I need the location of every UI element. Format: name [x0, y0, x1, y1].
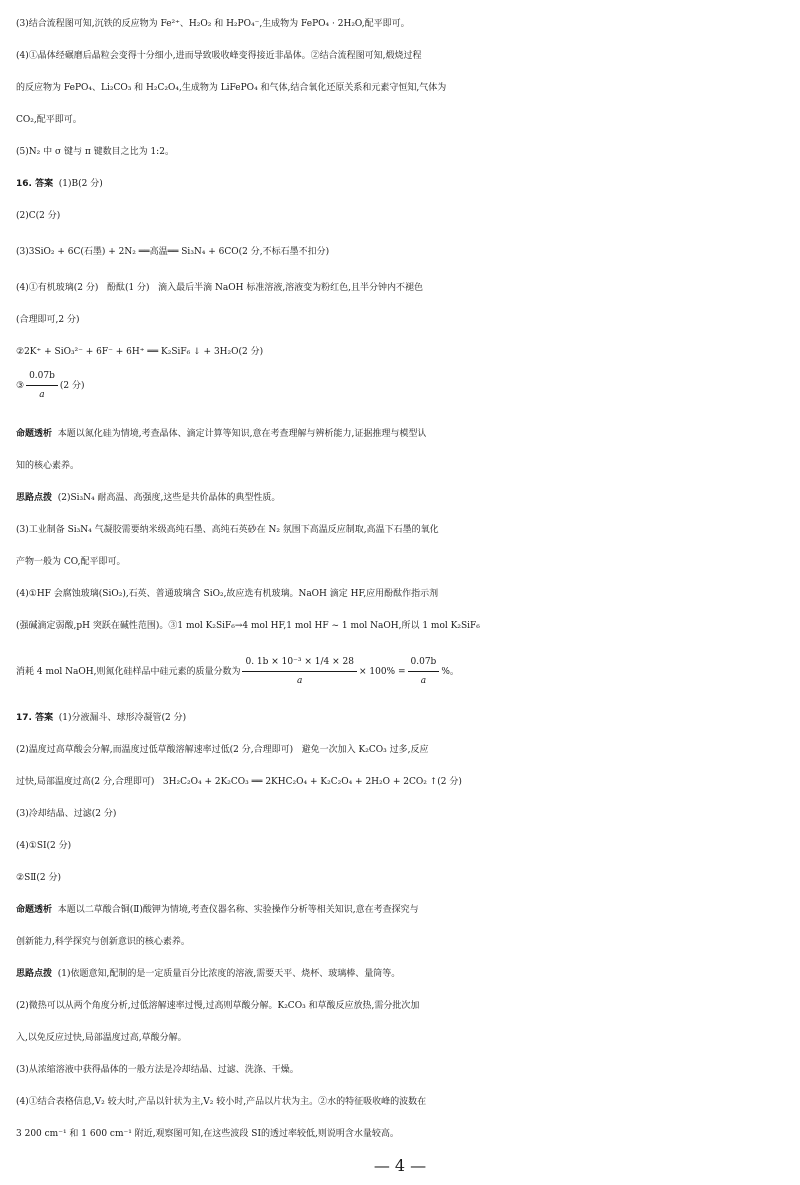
equation-line: (3)3SiO₂ + 6C(石墨) + 2N₂ ══高温══ Si₃N₄ + 6CO(2 分,不标石墨不扣分) [16, 247, 330, 257]
answer-header-16: 16. 答案 (1)B(2 分) [16, 179, 103, 189]
analysis-line: 命题透析 本题以二草酸合铜(Ⅱ)酸钾为情境,考查仪器名称、实验操作分析等相关知识,意在考查探究与 [16, 905, 419, 915]
analysis-label: 命题透析 [16, 905, 53, 915]
text-line: (4)①SⅠ(2 分) [16, 841, 72, 851]
text-line: ②SⅡ(2 分) [16, 873, 61, 883]
text-line: (3)工业制备 Si₃N₄ 气凝胶需要纳米级高纯石墨、高纯石英砂在 N₂ 氛围下高温反应制取,高温下石墨的氧化 [16, 525, 439, 535]
fraction: $\frac{\text{0. 1b × 10⁻³ × 1/4 × 28}}{a}$ [242, 653, 356, 690]
text-line: 3 200 cm⁻¹ 和 1 600 cm⁻¹ 附近,观察图可知,在这些波段 SⅠ的透过率较低,则说明含水量较高。 [16, 1129, 399, 1139]
text-line: (2)微热可以从两个角度分析,过低溶解速率过慢,过高则草酸分解。K₂CO₃ 和草酸反应放热,需分批次加 [16, 1001, 420, 1011]
text-line: (3)结合流程图可知,沉铁的反应物为 Fe²⁺、H₂O₂ 和 H₂PO₄⁻,生成物为 FePO₄ · 2H₂O,配平即可。 [16, 19, 410, 29]
text-line: 入,以免反应过快,局部温度过高,草酸分解。 [16, 1033, 187, 1043]
text-line: (2)温度过高草酸会分解,而温度过低草酸溶解速率过低(2 分,合理即可) 避免一次加入 K₂CO₃ 过多,反应 [16, 745, 429, 755]
fraction: $\frac{0.07b}{a}$ [26, 367, 58, 404]
text-line: (4)①有机玻璃(2 分) 酚酞(1 分) 滴入最后半滴 NaOH 标准溶液,溶液变为粉红色,且半分钟内不褪色 [16, 283, 424, 293]
text-line: (4)①HF 会腐蚀玻璃(SiO₂),石英、普通玻璃含 SiO₂,故应选有机玻璃。NaOH 滴定 HF,应用酚酞作指示剂 [16, 589, 439, 599]
hint-line: 思路点拨 (1)依题意知,配制的是一定质量百分比浓度的溶液,需要天平、烧杯、玻璃棒、量筒等。 [16, 969, 401, 979]
equation-line: ②2K⁺ + SiO₃²⁻ + 6F⁻ + 6H⁺ ══ K₂SiF₆ ↓ + 3H₂O(2 分) [16, 347, 264, 357]
page-number: — 4 — [373, 1156, 427, 1175]
answer-header-17: 17. 答案 (1)分液漏斗、球形冷凝管(2 分) [16, 713, 187, 723]
fraction-line: 消耗 4 mol NaOH,则氮化硅样品中硅元素的质量分数为 $\frac{\text{0. 1b × 10⁻³ × 1/4 × 28}}{a}$ × 100% = $\frac{0.07b}{a}$ %。 [16, 650, 800, 694]
text-line: (4)①结合表格信息,V₂ 较大时,产品以针状为主,V₂ 较小时,产品以片状为主。②水的特征吸收峰的波数在 [16, 1097, 427, 1107]
text-line: (3)从浓缩溶液中获得晶体的一般方法是冷却结晶、过滤、洗涤、干燥。 [16, 1065, 299, 1075]
text-line: 知的核心素养。 [16, 461, 80, 471]
text-line: (合理即可,2 分) [16, 315, 80, 325]
analysis-line: 命题透析 本题以氮化硅为情境,考查晶体、滴定计算等知识,意在考查理解与辨析能力,证据推理与模型认 [16, 429, 427, 439]
text-line: (2)C(2 分) [16, 211, 61, 221]
text-line: 创新能力,科学探究与创新意识的核心素养。 [16, 937, 190, 947]
answer-label: 16. 答案 [16, 179, 54, 189]
hint-label: 思路点拨 [16, 969, 53, 979]
answer-label: 17. 答案 [16, 713, 54, 723]
text-line: (4)①晶体经碾磨后晶粒会变得十分细小,进而导致吸收峰变得接近非晶体。②结合流程图可知,煅烧过程 [16, 51, 422, 61]
fraction: $\frac{0.07b}{a}$ [408, 653, 440, 690]
fraction-line: ③ $\frac{0.07b}{a}$ (2 分) [16, 366, 800, 406]
text-line: (5)N₂ 中 σ 键与 π 键数目之比为 1:2。 [16, 147, 174, 157]
hint-label: 思路点拨 [16, 493, 53, 503]
equation-line: 过快,局部温度过高(2 分,合理即可) 3H₂C₂O₄ + 2K₂CO₃ ══ 2KHC₂O₄ + K₂C₂O₄ + 2H₂O + 2CO₂ ↑(2 分) [16, 777, 462, 787]
analysis-label: 命题透析 [16, 429, 53, 439]
text-line: 产物一般为 CO,配平即可。 [16, 557, 126, 567]
text-line: (强碱滴定弱酸,pH 突跃在碱性范围)。③1 mol K₂SiF₆→4 mol HF,1 mol HF ~ 1 mol NaOH,所以 1 mol K₂SiF₆ [16, 621, 480, 631]
hint-line: 思路点拨 (2)Si₃N₄ 耐高温、高强度,这些是共价晶体的典型性质。 [16, 493, 281, 503]
text-line: CO₂,配平即可。 [16, 115, 82, 125]
text-line: 的反应物为 FePO₄、Li₂CO₃ 和 H₂C₂O₄,生成物为 LiFePO₄ 和气体,结合氧化还原关系和元素守恒知,气体为 [16, 83, 447, 93]
text-line: (3)冷却结晶、过滤(2 分) [16, 809, 117, 819]
